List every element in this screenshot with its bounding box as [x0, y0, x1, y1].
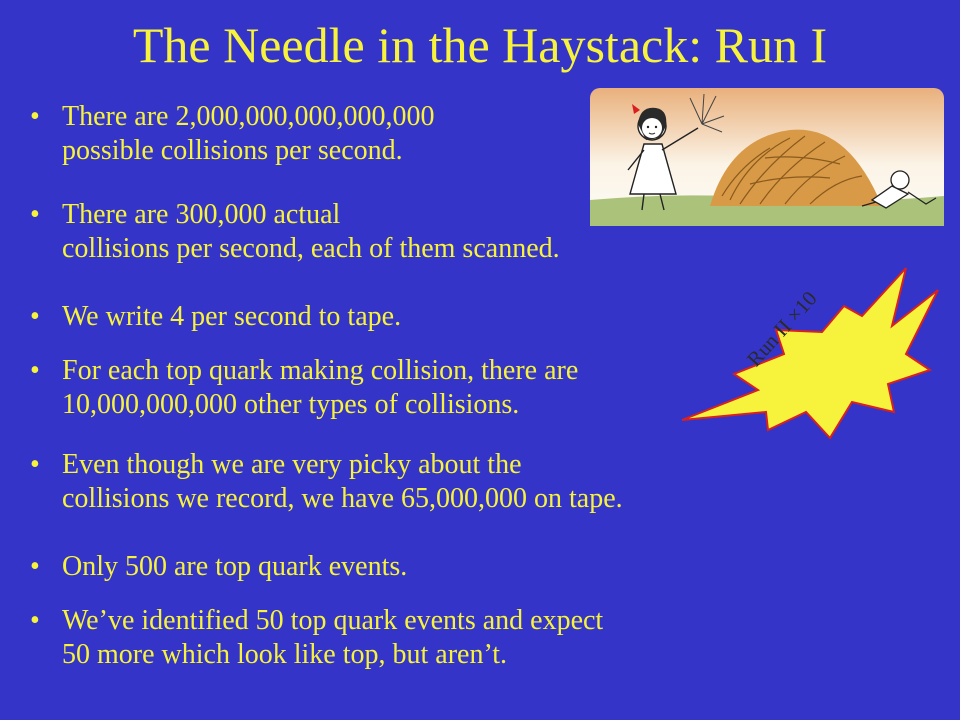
slide-title: The Needle in the Haystack: Run I: [132, 17, 828, 73]
run-ii-burst-shape: [680, 262, 942, 442]
bullet-dot: •: [30, 605, 40, 636]
bullet-text-line: Even though we are very picky about the: [62, 449, 522, 480]
bullet-dot: •: [30, 355, 40, 386]
run-ii-callout-label: Run II ×10: [742, 286, 822, 372]
bullet-text-line: 10,000,000,000 other types of collisions.: [62, 389, 520, 420]
bullet-text-line: 50 more which look like top, but aren’t.: [62, 639, 508, 670]
bullet-dot: •: [30, 449, 40, 480]
bullet-dot: •: [30, 101, 40, 132]
bullet-text-line: Only 500 are top quark events.: [62, 551, 408, 582]
bullet-text-line: collisions we record, we have 65,000,000 on tape.: [62, 483, 623, 514]
bullet-text-line: possible collisions per second.: [62, 135, 403, 166]
bullet-text-line: collisions per second, each of them scanned.: [62, 233, 560, 264]
bullet-dot: •: [30, 551, 40, 582]
bullet-text-line: There are 2,000,000,000,000,000: [62, 101, 435, 132]
bullet-dot: •: [30, 199, 40, 230]
bullet-text-line: For each top quark making collision, there are: [62, 355, 579, 386]
bullet-text-line: We write 4 per second to tape.: [62, 301, 402, 332]
bullet-dot: •: [30, 301, 40, 332]
haystack-illustration: [590, 88, 944, 226]
bullet-text-line: We’ve identified 50 top quark events and expect: [62, 605, 604, 636]
bullet-text-line: There are 300,000 actual: [62, 199, 341, 230]
